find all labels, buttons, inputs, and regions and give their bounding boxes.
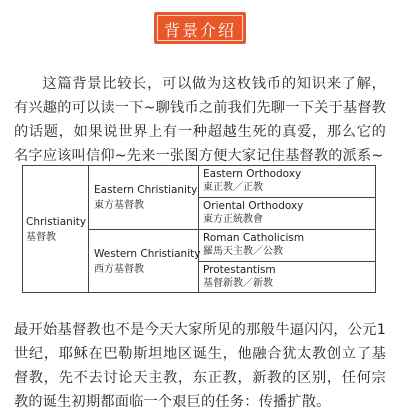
branch-eastern-en: Eastern Christianity: [94, 184, 198, 196]
root-label-en: Christianity: [26, 216, 87, 228]
roman-catholicism-en: Roman Catholicism: [203, 232, 305, 244]
history-paragraph: 最开始基督教也不是今天大家所见的那般牛逼闪闪，公元1世纪，耶稣在巴勒斯坦地区诞生，他融合犹太教创立了基督教，先不去讨论天主教，东正教，新教的区别，任何宗教的诞生初期都面临一个艰巨的任务：传播扩散。: [14, 322, 386, 411]
roman-catholicism-zh: 羅馬天主教／公教: [203, 246, 283, 257]
eastern-orthodoxy-en: Eastern Orthodoxy: [203, 168, 302, 180]
protestantism-en: Protestantism: [203, 264, 276, 276]
branch-western-zh: 西方基督教: [94, 264, 144, 275]
protestantism-zh: 基督新教／新教: [203, 278, 273, 289]
christianity-branches-diagram: [22, 165, 376, 293]
eastern-orthodoxy-zh: 東正教／正教: [203, 182, 263, 193]
branch-eastern-zh: 東方基督教: [94, 200, 144, 211]
branch-western-en: Western Christianity: [94, 248, 201, 260]
branch-split-line: [88, 229, 376, 230]
oriental-orthodoxy-zh: 東方正統教會: [203, 214, 263, 225]
root-label-zh: 基督教: [26, 232, 56, 243]
section-title: 背景介绍: [163, 21, 236, 40]
western-children-split: [198, 261, 376, 262]
intro-paragraph: 这篇背景比较长，可以做为这枚钱币的知识来了解，有兴趣的可以读一下~聊钱币之前我们先聊一下关于基督教的话题，如果说世界上有一种超越生死的真爱，那么它的名字应该叫信仰~先来一张图方便大家记住基督教的派系~: [14, 76, 386, 165]
eastern-children-split: [198, 197, 376, 198]
section-title-badge: [154, 12, 246, 44]
oriental-orthodoxy-en: Oriental Orthodoxy: [203, 200, 304, 212]
